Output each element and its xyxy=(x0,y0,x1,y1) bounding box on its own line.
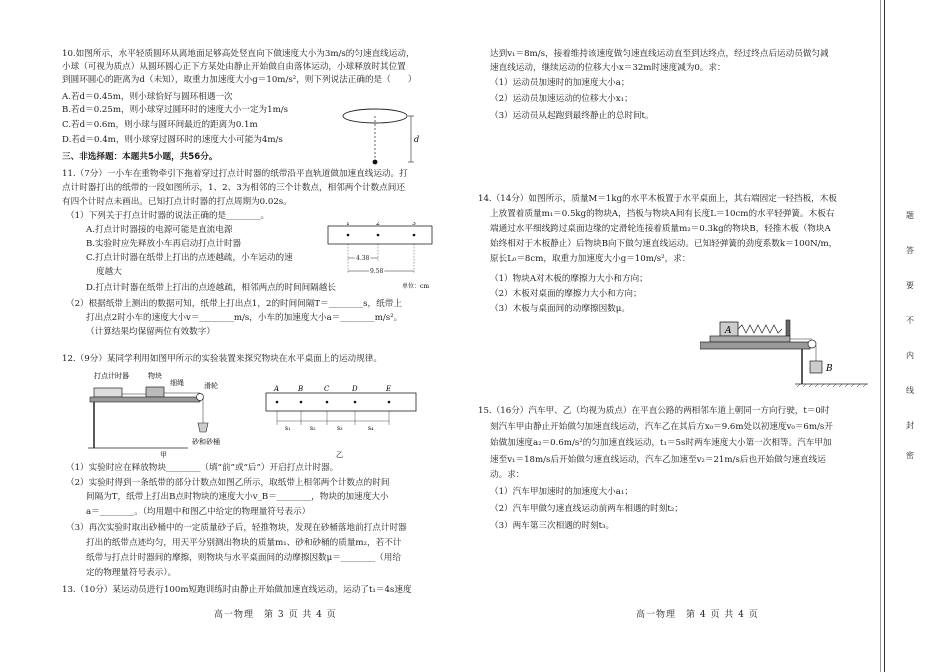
margin-char: 内 xyxy=(906,351,914,360)
footer-page-4: 高一物理 第 4 页 共 4 页 xyxy=(636,610,759,620)
stopper xyxy=(786,320,790,336)
q14-line-2: 上放置着质量m₁＝0.5kg的物块A，挡板与物块A间有长度L＝10cm的水平轻弹簧。木板右 xyxy=(490,209,835,219)
q10-line-1: 10.如图所示，水平轻质圆环从离地面足够高处竖直向下做速度大小为3m/s的匀速直线运动， xyxy=(62,49,415,59)
q13-cont-2: 速直线运动，继续运动的位移大小x＝32m时速度减为0。求： xyxy=(490,63,726,73)
point-d: D xyxy=(352,385,358,393)
q14-sub-1: （1）物块A对木板的摩擦力大小和方向； xyxy=(490,274,648,284)
q15-line-2: 刻汽车甲由静止开始做匀加速直线运动，汽车乙在其后方x₀＝9.6m处以初速度v₀＝6m/s开 xyxy=(490,422,833,432)
q12-sub-3-c: 纸带与打点计时器间的摩擦，则物块与水平桌面间的动摩擦因数μ＝________（用给 xyxy=(86,553,401,563)
block xyxy=(146,387,164,397)
q12-sub-1: （1）实验时应在释放物块________（填“前”或“后”）开启打点计时器。 xyxy=(66,463,339,473)
block-b xyxy=(810,361,822,373)
pulley xyxy=(197,394,204,401)
q13-line-1: 13.（10分）某运动员进行100m短跑训练时由静止开始做加速直线运动，运动了t₁＝4s速度 xyxy=(62,585,412,595)
q11-option-a: A.打点计时器接的电源可能是直流电源 xyxy=(86,225,233,235)
ball xyxy=(373,160,378,165)
q11-option-b: B.实验时应先释放小车再启动打点计时器 xyxy=(86,239,242,249)
sand-bucket xyxy=(198,423,208,432)
fig12-apparatus-diagram xyxy=(88,368,248,458)
label-timer: 打点计时器 xyxy=(94,372,129,380)
q13-sub-3: （3）运动员从起跑到最终静止的总时间t。 xyxy=(490,111,654,121)
q11-option-c-cont: 度越大 xyxy=(96,267,122,277)
q15-sub-1: （1）汽车甲加速时的加速度大小a₁； xyxy=(490,487,633,497)
seg-s1: s₁ xyxy=(285,425,291,432)
q10-option-b: B.若d＝0.25m，则小球穿过圆环时的速度大小一定为1m/s xyxy=(62,105,289,115)
q11-line-1: 11.（7分）一小车在重物牵引下拖着穿过打点计时器的纸带沿平直轨道做加速直线运动。打 xyxy=(62,169,408,179)
q13-sub-2: （2）运动员加速运动的位移大小x₁； xyxy=(490,94,633,104)
margin-char: 题 xyxy=(906,211,914,220)
point-e: E xyxy=(386,385,392,393)
seg-s3: s₃ xyxy=(337,425,343,432)
block-b-label: B xyxy=(826,364,833,374)
label-bucket: 砂和砂桶 xyxy=(192,438,220,446)
tape-point-1: 1 xyxy=(346,222,350,227)
q15-line-4: 速至v₁＝18m/s后开始做匀速直线运动，汽车乙加速至v₂＝21m/s后也开始做匀速直线运 xyxy=(490,455,826,465)
margin-char: 答 xyxy=(906,246,914,255)
tape-point-3: 3 xyxy=(412,222,416,227)
q10-option-c: C.若d＝0.6m，则小球与圆环间最近的距离为0.1m xyxy=(62,120,258,130)
fig10-ring-diagram xyxy=(335,102,425,172)
pulley xyxy=(808,340,816,348)
q15-line-1: 15.（16分）汽车甲、乙（均视为质点）在平直公路的两相邻车道上朝同一方向行驶，t＝0时 xyxy=(478,406,830,416)
q11-sub-2-cont: 打出点2时小车的速度大小v＝________m/s，小车的加速度大小a＝________m/s²。 xyxy=(86,313,403,323)
q14-sub-2: （2）木板对桌面的摩擦力大小和方向； xyxy=(490,289,642,299)
q12-sub-3-d: 定的物理量符号表示）。 xyxy=(86,568,177,578)
q13-cont-1: 达到v₁＝8m/s，接着维持该速度做匀速直线运动直至到达终点，经过终点后运动员做匀减 xyxy=(490,49,829,59)
timer xyxy=(94,388,122,397)
q11-note: （计算结果均保留两位有效数字） xyxy=(86,327,215,337)
margin-char: 不 xyxy=(906,316,914,325)
q15-sub-2: （2）汽车甲做匀速直线运动前两车相遇的时刻t₂； xyxy=(490,504,683,514)
fig11-tape-diagram xyxy=(326,222,436,294)
q14-line-5: 原长L₀＝8cm，取重力加速度大小g＝10m/s²，求： xyxy=(490,254,691,264)
q14-sub-3: （3）木板与桌面间的动摩擦因数μ。 xyxy=(490,304,630,314)
q11-option-c: C.打点计时器在纸带上打出的点迹越疏，小车运动的速 xyxy=(86,253,293,263)
tape-point-2: 2 xyxy=(376,222,380,227)
q11-sub-1: （1）下列关于打点计时器的说法正确的是________。 xyxy=(66,211,270,221)
fig12-tape-diagram xyxy=(262,383,422,458)
spring xyxy=(738,325,782,333)
margin-char: 线 xyxy=(906,386,914,395)
q11-line-3: 有四个计时点未画出。已知打点计时器的打点周期为0.02s。 xyxy=(62,197,292,207)
q12-sub-2: （2）实验时得到一条纸带的部分计数点如图乙所示，取纸带上相邻两个计数点的时间 xyxy=(66,478,390,488)
q10-option-a: A.若d＝0.45m，则小球恰好与圆环相遇一次 xyxy=(62,92,233,102)
q14-line-1: 14.（14分）如图所示，质量M＝1kg的水平木板置于水平桌面上，其右端固定一轻挡板，木板 xyxy=(478,194,837,204)
desk xyxy=(700,342,810,349)
q15-sub-3: （3）两车第三次相遇的时刻t₃。 xyxy=(490,521,615,531)
point-c: C xyxy=(324,385,330,393)
label-pulley: 滑轮 xyxy=(204,382,218,390)
q15-line-5: 动。求： xyxy=(490,470,525,480)
seg-s2: s₂ xyxy=(310,425,316,432)
fig14-board-diagram xyxy=(700,316,870,391)
binding-line-inner xyxy=(880,0,881,672)
binding-line xyxy=(884,0,885,672)
paper-tape xyxy=(328,226,432,244)
tape-d1: 4.38 xyxy=(356,255,370,262)
q12-sub-2-c: a＝________。（均用题中和图乙中给定的物理量符号表示） xyxy=(86,507,311,517)
seg-s4: s₄ xyxy=(368,425,374,432)
tape-d2: 9.58 xyxy=(370,268,384,275)
q14-line-3: 端通过水平细线跨过桌面边缘的定滑轮连接着质量m₂＝0.3kg的物块B，轻推木板（物块A xyxy=(490,224,831,234)
label-block: 物块 xyxy=(148,372,162,380)
q11-option-d: D.打点计时器在纸带上打出的点迹越疏，相邻两点的时间间隔越长 xyxy=(86,283,336,293)
table-top xyxy=(90,397,200,402)
q12-sub-3: （3）再次实验时取出砂桶中的一定质量砂子后，轻推物块，发现在砂桶落地前打点计时器 xyxy=(66,523,407,533)
q10-line-2: 小球（可视为质点）从圆环圆心正下方某处由静止开始做自由落体运动，小球释放时其位置 xyxy=(62,62,406,72)
point-b: B xyxy=(298,385,304,393)
q11-sub-2: （2）根据纸带上测出的数据可知，纸带上打出点1，2的时间间隔T＝________s，纸带上 xyxy=(66,299,402,309)
q12-line-1: 12.（9分）某同学利用如图甲所示的实验装置来探究物块在水平桌面上的运动规律。 xyxy=(62,354,382,364)
q13-sub-1: （1）运动员加速时的加速度大小a； xyxy=(490,78,630,88)
margin-char: 要 xyxy=(906,281,914,290)
q10-line-3: 到圆环圆心的距离为d（未知），取重力加速度大小g＝10m/s²，则下列说法正确的是（ ） xyxy=(62,75,417,85)
q15-line-3: 始做加速度a₂＝0.6m/s²的匀加速直线运动，t₁＝5s时两车速度大小第一次相等。汽车甲加 xyxy=(490,438,832,448)
margin-char: 密 xyxy=(906,451,914,460)
q11-line-2: 点计时器打出的纸带的一段如图所示，1、2、3为相邻的三个计数点，相邻两个计数点间还 xyxy=(62,183,405,193)
block-a-label: A xyxy=(725,326,732,336)
caption-yi: 乙 xyxy=(336,451,343,458)
caption-jia: 甲 xyxy=(160,451,167,458)
q14-line-4: 始终相对于木板静止）后物块B向下做匀速直线运动。已知轻弹簧的劲度系数k＝100N/m， xyxy=(490,239,838,249)
q10-option-d: D.若d＝0.4m，则小球穿过圆环时的速度大小可能为4m/s xyxy=(62,135,283,145)
tape-unit: 单位：cm xyxy=(402,283,430,290)
label-rope: 细绳 xyxy=(170,379,184,387)
q12-sub-2-b: 间隔为T，纸带上打出B点时物块的速度大小v_B＝________，物块的加速度大小 xyxy=(86,492,389,502)
fig10-d-label: d xyxy=(414,135,420,144)
footer-page-3: 高一物理 第 3 页 共 4 页 xyxy=(214,610,337,620)
q12-sub-3-b: 打出的纸带点迹均匀，用天平分别测出物块的质量m₁、砂和砂桶的质量m₂，若不计 xyxy=(86,538,402,548)
section-3-heading: 三、非选择题：本题共5小题，共56分。 xyxy=(62,152,218,162)
point-a: A xyxy=(274,385,280,393)
tape xyxy=(266,393,416,411)
margin-char: 封 xyxy=(906,421,914,430)
board xyxy=(710,336,790,342)
